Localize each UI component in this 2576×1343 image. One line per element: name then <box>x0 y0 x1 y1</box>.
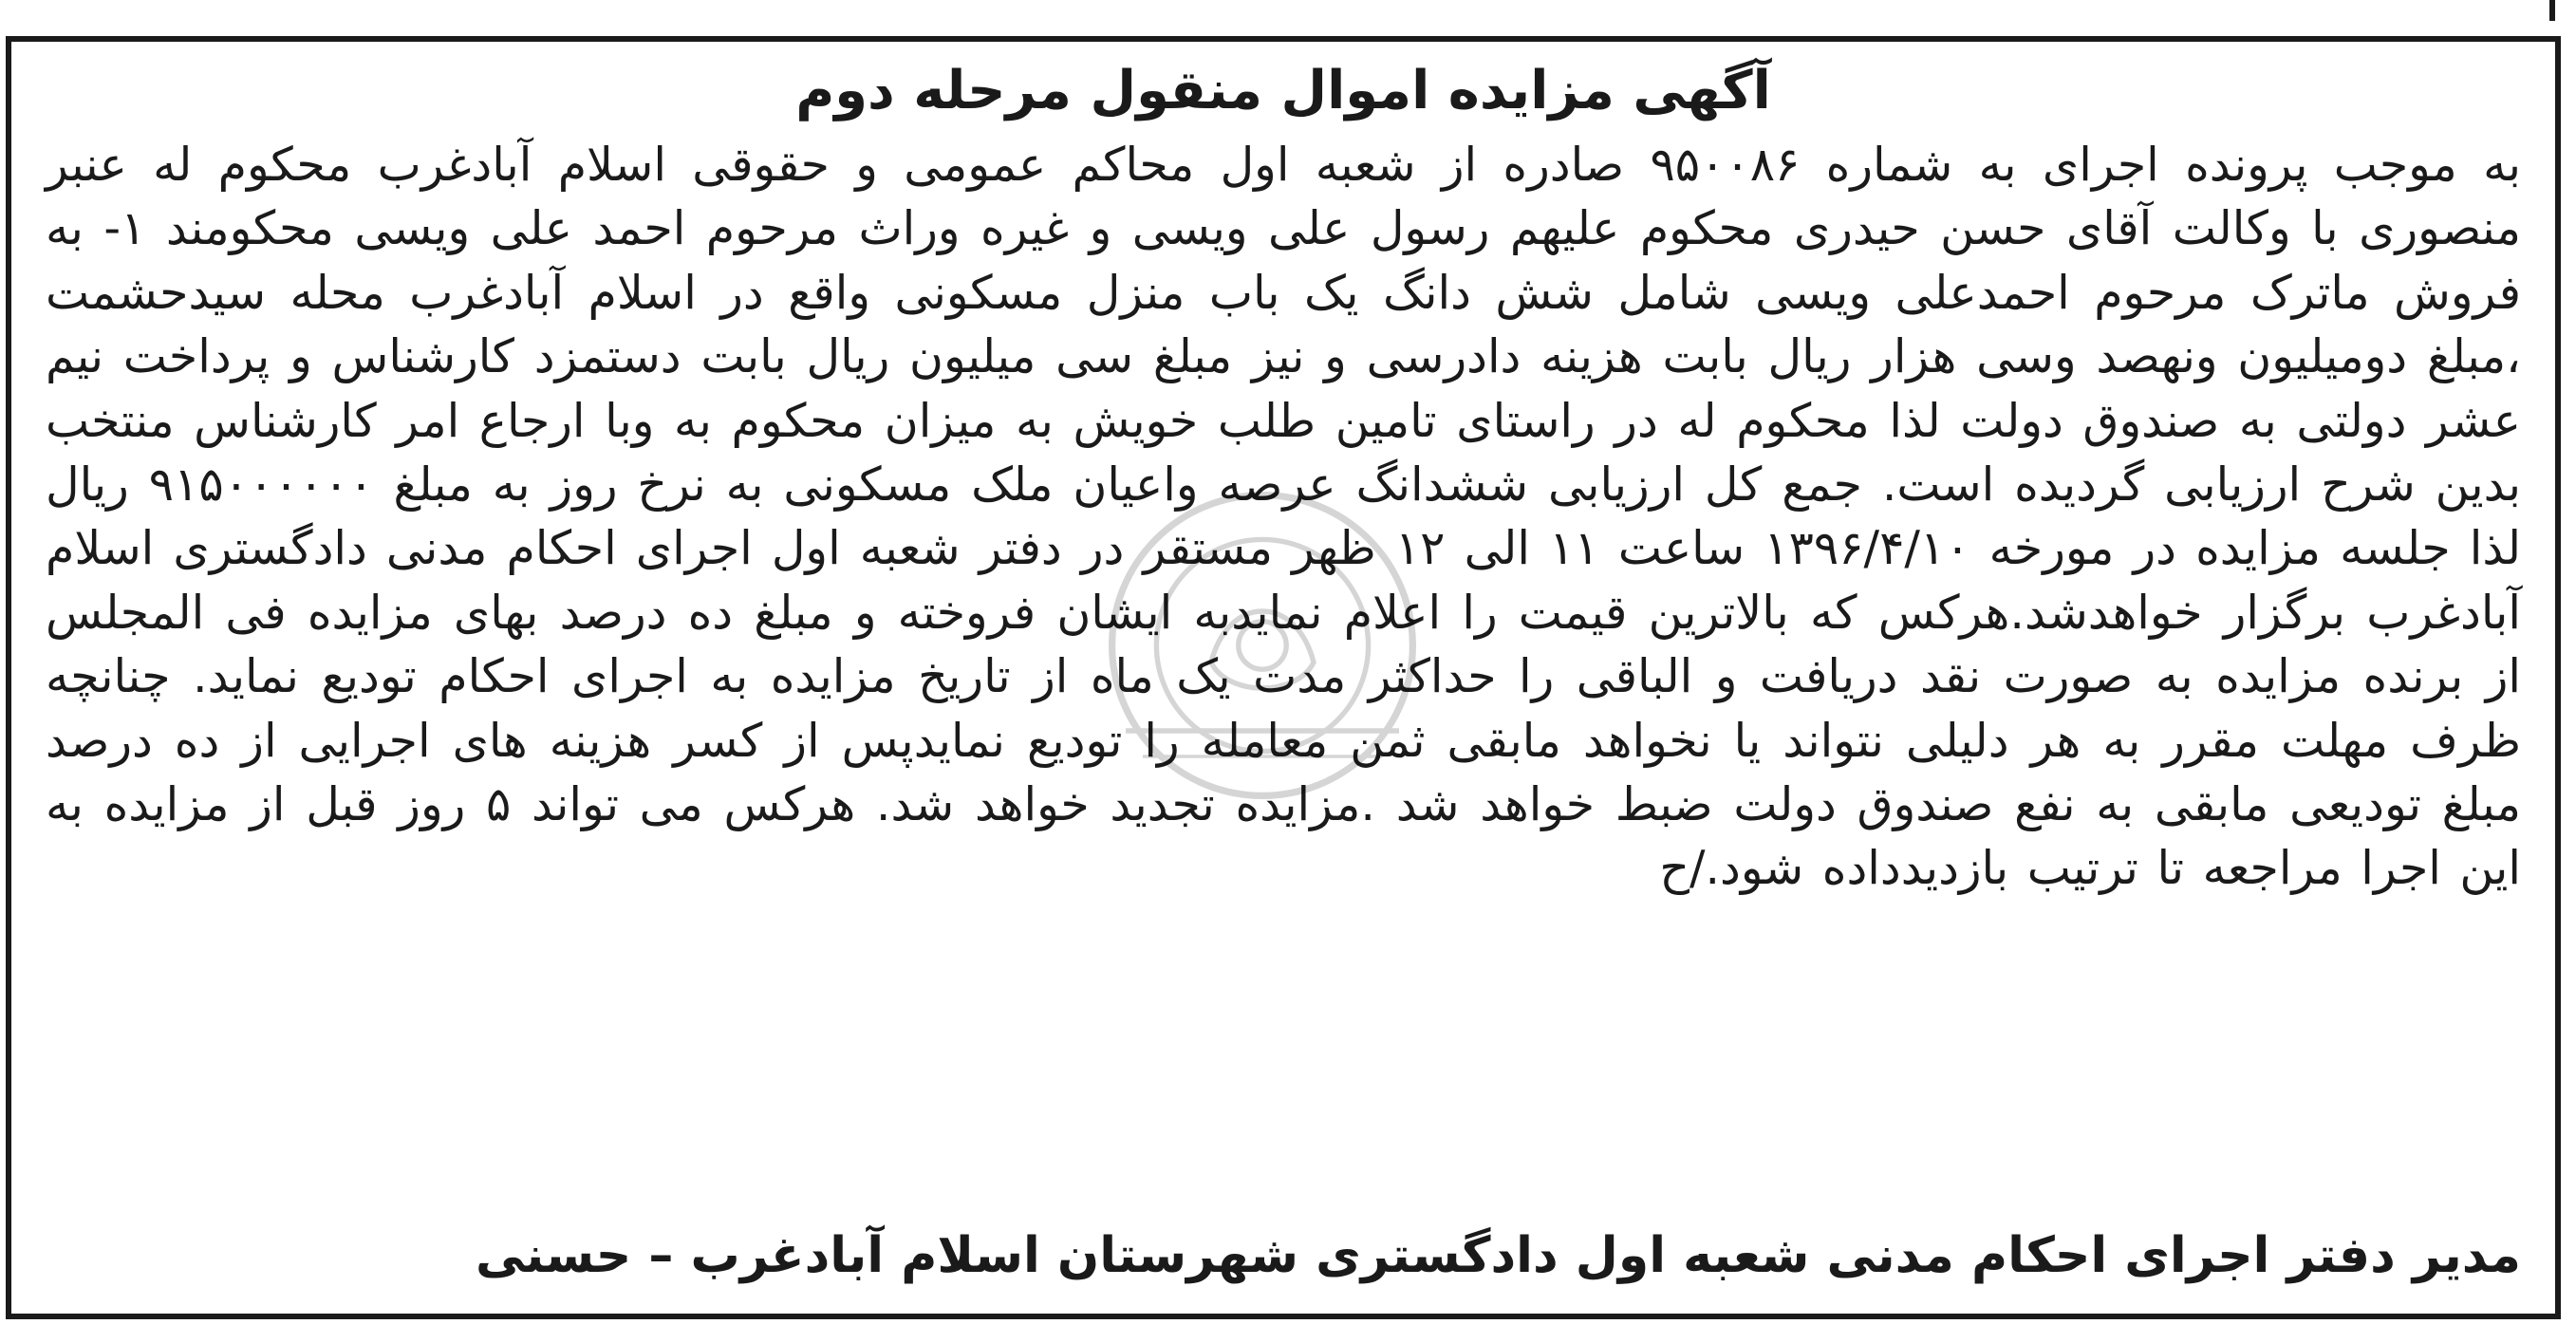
notice-title: آگهی مزایده اموال منقول مرحله دوم <box>795 60 1771 121</box>
page-top-edge <box>0 0 2576 9</box>
notice-body: به موجب پرونده اجرای به شماره ۹۵۰۰۸۶ صادره از شعبه اول محاکم عمومی و حقوقی اسلام آبادغرب محکوم له عنبر منصوری با وکالت آقای حسن حیدری محکوم علیهم رسول علی ویسی و غیره وراث مرحوم احمد علی ویسی محکومند ۱- به فروش ماترک مرحوم احمدعلی ویسی شامل شش دانگ یک باب منزل مسکونی واقع در اسلام آبادغرب محله سیدحشمت ،مبلغ دومیلیون ونهصد وسی هزار ریال بابت هزینه دادرسی و نیز مبلغ سی میلیون ریال بابت دستمزد کارشناس و پرداخت نیم عشر دولتی به صندوق دولت لذا محکوم له در راستای تامین طلب خویش به میزان محکوم به وبا ارجاع امر کارشناس منتخب بدین شرح ارزیابی گردیده است. جمع کل ارزیابی ششدانگ عرصه واعیان ملک مسکونی به نرخ روز به مبلغ ۹۱۵۰۰۰۰۰۰ ریال لذا جلسه مزایده در مورخه ۱۳۹۶/۴/۱۰ ساعت ۱۱ الی ۱۲ ظهر مستقر در دفتر شعبه اول اجرای احکام مدنی دادگستری اسلام آبادغرب برگزار خواهدشد.هرکس که بالاترین قیمت را اعلام نمایدبه ایشان فروخته و مبلغ ده درصد بهای مزایده فی المجلس از برنده مزایده به صورت نقد دریافت و الباقی را حداکثر مدت یک ماه از تاریخ مزایده به اجرای احکام تودیع نماید. چنانچه ظرف مهلت مقرر به هر دلیلی نتواند یا نخواهد مابقی ثمن معامله را تودیع نمایدپس از کسر هزینه های اجرایی از ده درصد مبلغ تودیعی مابقی به نفع صندوق دولت ضبط خواهد شد .مزایده تجدید خواهد شد. هرکس می تواند ۵ روز قبل از مزایده به این اجرا مراجعه تا ترتیب بازدیدداده شود./ح <box>46 138 2522 896</box>
auction-notice <box>6 36 2561 1319</box>
column-divider <box>2549 0 2555 21</box>
notice-signature: مدیر دفتر اجرای احکام مدنی شعبه اول دادگستری شهرستان اسلام آبادغرب – حسنی <box>476 1227 2521 1284</box>
